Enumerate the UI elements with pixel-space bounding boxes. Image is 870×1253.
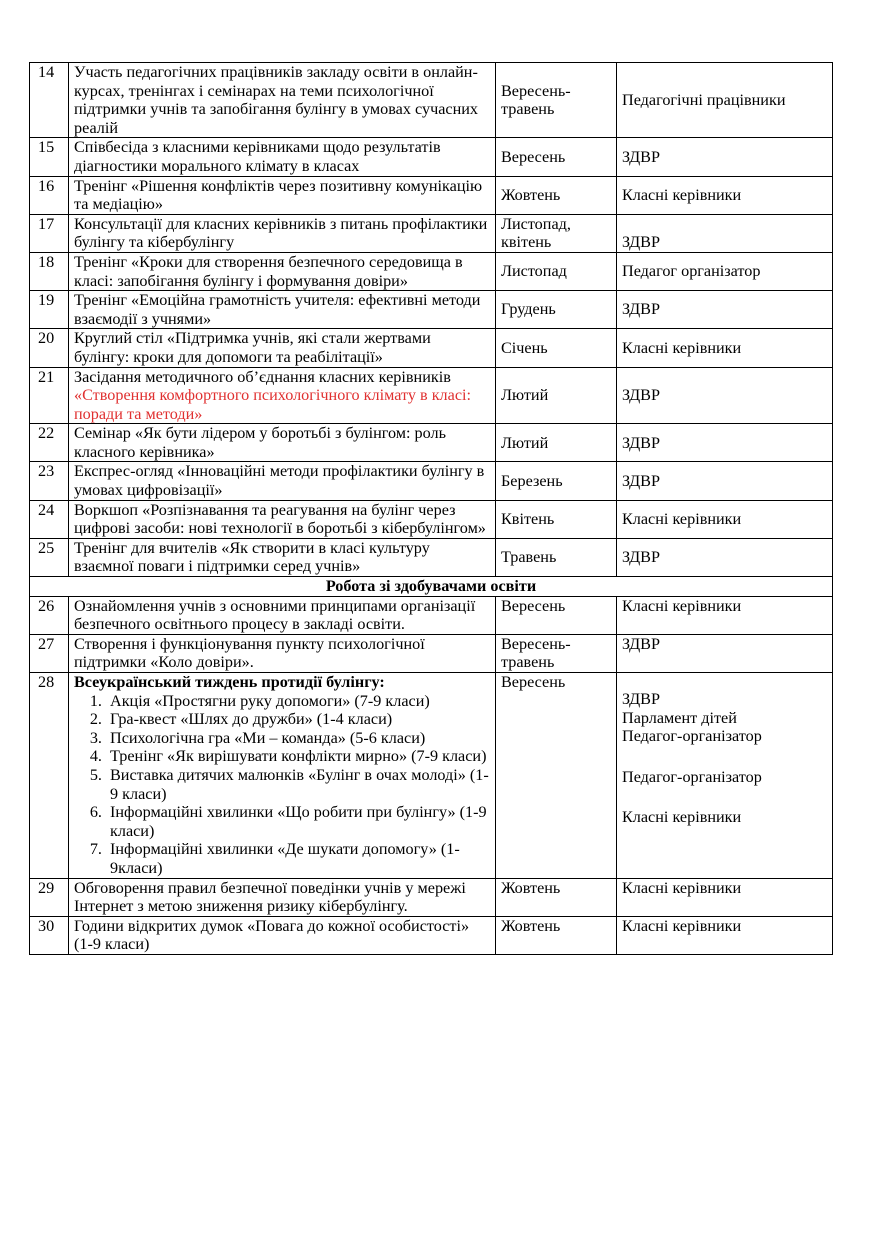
responsible-cell: ЗДВР [617, 214, 833, 252]
row-number: 22 [30, 424, 69, 462]
term-cell: Вересень [496, 138, 617, 176]
table-row [30, 916, 833, 954]
term-cell: Вересень [496, 596, 617, 634]
list-item: 3. Психологічна гра «Ми – команда» (5-6 класи) [106, 729, 490, 748]
list-item: 6. Інформаційні хвилинки «Що робити при булінгу» (1-9 класи) [106, 803, 490, 840]
activity-cell: Тренінг «Кроки для створення безпечного середовища в класі: запобігання булінгу і формування довіри» [69, 252, 496, 290]
table-row [30, 424, 833, 462]
responsible-line: Педагог-організатор [622, 767, 762, 786]
row-number: 23 [30, 462, 69, 500]
activity-cell: Співбесіда з класними керівниками щодо результатів діагностики морального клімату в класах [69, 138, 496, 176]
responsible-cell: Класні керівники [617, 500, 833, 538]
activity-cell: Участь педагогічних працівників закладу освіти в онлайн-курсах, тренінгах і семінарах на теми психологічної підтримки учнів та запобігання булінгу в умовах сучасних реалій [69, 63, 496, 138]
table-row [30, 878, 833, 916]
term-cell: Квітень [496, 500, 617, 538]
activity-cell: Експрес-огляд «Інноваційні методи профілактики булінгу в умовах цифровізації» [69, 462, 496, 500]
responsible-cell: Класні керівники [617, 916, 833, 954]
row-number: 16 [30, 176, 69, 214]
term-cell: Вересень-травень [496, 63, 617, 138]
responsible-cell: Класні керівники [617, 176, 833, 214]
activity-cell: Семінар «Як бути лідером у боротьбі з булінгом: роль класного керівника» [69, 424, 496, 462]
row-number: 28 [30, 673, 69, 879]
table-row [30, 367, 833, 424]
term-cell: Січень [496, 329, 617, 367]
spacer [622, 786, 827, 808]
list-item: 2. Гра-квест «Шлях до дружби» (1-4 класи) [106, 710, 490, 729]
term-cell: Жовтень [496, 916, 617, 954]
table-row [30, 538, 833, 576]
responsible-cell: Класні керівники [617, 596, 833, 634]
table-row [30, 214, 833, 252]
term-cell: Жовтень [496, 176, 617, 214]
responsible-cell: ЗДВР [617, 138, 833, 176]
responsible-line: ЗДВР [622, 690, 660, 708]
list-item: 4. Тренінг «Як вирішувати конфлікти мирно» (7-9 класи) [106, 747, 490, 766]
responsible-cell: ЗДВР [617, 462, 833, 500]
table-row [30, 500, 833, 538]
responsible-cell: ЗДВР [617, 424, 833, 462]
week-heading: Всеукраїнський тиждень протидії булінгу: [74, 673, 385, 691]
activity-cell [69, 367, 496, 424]
term-cell: Березень [496, 462, 617, 500]
responsible-line: Класні керівники [622, 808, 742, 827]
row-number: 26 [30, 596, 69, 634]
event-list [74, 692, 490, 878]
row-number: 30 [30, 916, 69, 954]
table-row [30, 596, 833, 634]
row-number: 20 [30, 329, 69, 367]
responsible-cell: Педагогічні працівники [617, 63, 833, 138]
row-number: 17 [30, 214, 69, 252]
table-row [30, 329, 833, 367]
responsible-cell: Класні керівники [617, 878, 833, 916]
activity-cell: Консультації для класних керівників з питань профілактики булінгу та кібербулінгу [69, 214, 496, 252]
responsible-line: Парламент дітей [622, 708, 737, 727]
activity-cell: Обговорення правил безпечної поведінки учнів у мережі Інтернет з метою зниження ризику кібербулінгу. [69, 878, 496, 916]
term-cell: Вересень [496, 673, 617, 879]
activity-cell: Тренінг «Рішення конфліктів через позитивну комунікацію та медіацію» [69, 176, 496, 214]
term-cell: Листопад, квітень [496, 214, 617, 252]
row-number: 25 [30, 538, 69, 576]
activity-cell: Ознайомлення учнів з основними принципами організації безпечного освітнього процесу в закладі освіти. [69, 596, 496, 634]
activity-cell: Створення і функціонування пункту психологічної підтримки «Коло довіри». [69, 634, 496, 672]
table-row [30, 176, 833, 214]
section-row [30, 577, 833, 597]
row-number: 18 [30, 252, 69, 290]
responsible-cell [617, 673, 833, 879]
responsible-cell: Класні керівники [617, 329, 833, 367]
responsible-cell: ЗДВР [617, 634, 833, 672]
list-item: 1. Акція «Простягни руку допомоги» (7-9 класи) [106, 692, 490, 711]
responsible-cell: Педагог організатор [617, 252, 833, 290]
list-item: 7. Інформаційні хвилинки «Де шукати допомогу» (1-9класи) [106, 840, 490, 877]
row-number: 24 [30, 500, 69, 538]
responsible-cell: ЗДВР [617, 367, 833, 424]
table-row [30, 252, 833, 290]
activity-cell [69, 673, 496, 879]
activity-cell: Години відкритих думок «Повага до кожної особистості» (1-9 класи) [69, 916, 496, 954]
list-item: 5. Виставка дитячих малюнків «Булінг в очах молоді» (1-9 класи) [106, 766, 490, 803]
spacer [622, 746, 827, 768]
activity-cell: Круглий стіл «Підтримка учнів, які стали жертвами булінгу: кроки для допомоги та реабілітації» [69, 329, 496, 367]
activity-text: Засідання методичного об’єднання класних керівників [74, 367, 451, 386]
row-number: 27 [30, 634, 69, 672]
row-number: 29 [30, 878, 69, 916]
table-row [30, 462, 833, 500]
term-cell: Лютий [496, 367, 617, 424]
row-number: 19 [30, 291, 69, 329]
responsible-cell: ЗДВР [617, 538, 833, 576]
term-cell: Жовтень [496, 878, 617, 916]
table-row [30, 291, 833, 329]
term-cell: Травень [496, 538, 617, 576]
term-cell: Листопад [496, 252, 617, 290]
row-number: 14 [30, 63, 69, 138]
responsible-cell: ЗДВР [617, 291, 833, 329]
plan-table [29, 62, 833, 955]
table-row [30, 138, 833, 176]
highlighted-topic: «Створення комфортного психологічного клімату в класі: поради та методи» [74, 386, 472, 423]
activity-cell: Тренінг для вчителів «Як створити в класі культуру взаємної поваги і підтримки серед учнів» [69, 538, 496, 576]
table-row [30, 63, 833, 138]
activity-cell: Тренінг «Емоційна грамотність учителя: ефективні методи взаємодії з учнями» [69, 291, 496, 329]
term-cell: Лютий [496, 424, 617, 462]
table-row [30, 673, 833, 879]
responsible-line: Педагог-організатор [622, 727, 762, 746]
section-title: Робота зі здобувачами освіти [30, 577, 833, 597]
table-row [30, 634, 833, 672]
term-cell: Грудень [496, 291, 617, 329]
activity-cell: Воркшоп «Розпізнавання та реагування на булінг через цифрові засоби: нові технології в боротьбі з кібербулінгом» [69, 500, 496, 538]
term-cell: Вересень-травень [496, 634, 617, 672]
row-number: 21 [30, 367, 69, 424]
row-number: 15 [30, 138, 69, 176]
